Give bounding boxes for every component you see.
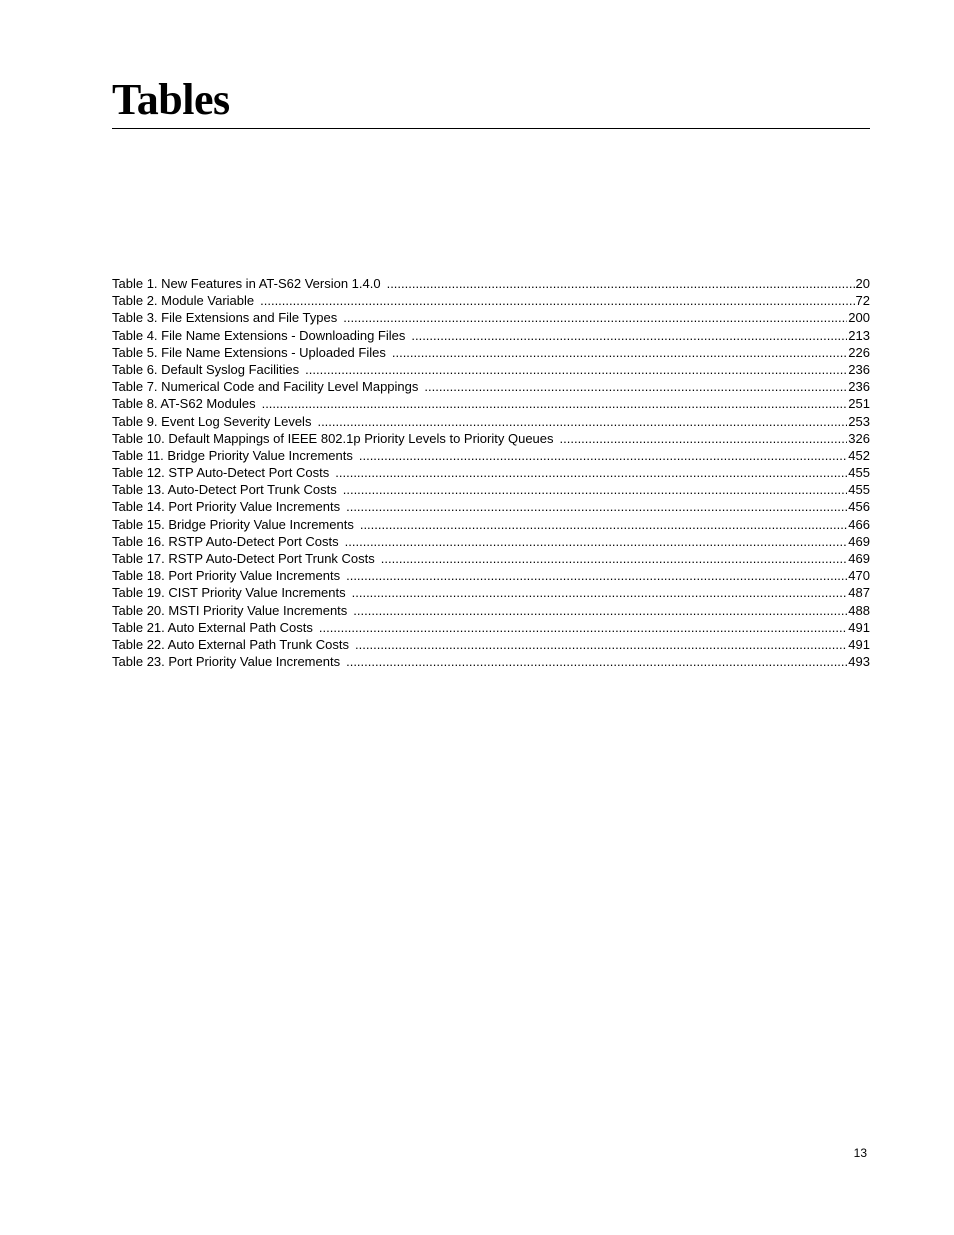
toc-entry-label: Table 4. File Name Extensions - Downloading Files [112,327,406,343]
dot-leader [343,309,847,326]
dot-leader [346,567,847,584]
toc-entry-page: 213 [848,327,870,343]
toc-entry-label: Table 22. Auto External Path Trunk Costs [112,636,350,652]
dot-leader [381,550,848,567]
toc-entry[interactable] [112,619,870,636]
toc-entry-page: 226 [848,344,870,360]
toc-entry[interactable] [112,292,870,309]
toc-entry-page: 236 [848,361,870,377]
toc-entry-label: Table 14. Port Priority Value Increments [112,499,341,515]
toc-entry[interactable] [112,327,870,344]
dot-leader [352,584,848,601]
toc-entry[interactable] [112,481,870,498]
toc-entry-label: Table 3. File Extensions and File Types [112,310,338,326]
toc-entry-label: Table 6. Default Syslog Facilities [112,361,300,377]
toc-entry[interactable] [112,447,870,464]
toc-entry-page: 491 [848,619,870,635]
toc-entry-page: 455 [848,482,870,498]
title-rule [112,128,870,129]
toc-entry-page: 236 [848,379,870,395]
toc-entry-page: 470 [848,568,870,584]
toc-entry[interactable] [112,275,870,292]
dot-leader [355,636,847,653]
dot-leader [343,481,848,498]
toc-entry-label: Table 20. MSTI Priority Value Increments [112,602,348,618]
dot-leader [392,344,847,361]
toc-entry-page: 326 [848,430,870,446]
dot-leader [560,430,848,447]
toc-entry[interactable] [112,361,870,378]
dot-leader [345,533,848,550]
dot-leader [424,378,847,395]
toc-entry[interactable] [112,584,870,601]
toc-entry[interactable] [112,567,870,584]
toc-entry-label: Table 8. AT-S62 Modules [112,396,256,412]
toc-entry-label: Table 11. Bridge Priority Value Increments [112,447,353,463]
toc-entry-page: 469 [848,551,870,566]
toc-entry[interactable] [112,413,870,430]
toc-entry-label: Table 18. Port Priority Value Increments [112,568,341,584]
toc-entry-label: Table 12. STP Auto-Detect Port Costs [112,465,330,481]
toc-entry-page: 20 [855,276,870,291]
toc-entry-label: Table 19. CIST Priority Value Increments [112,585,346,601]
toc-entry[interactable] [112,464,870,481]
toc-entry[interactable] [112,498,870,515]
table-of-tables [112,275,870,670]
toc-entry-page: 253 [848,413,870,429]
dot-leader [335,464,847,481]
dot-leader [360,516,847,533]
toc-entry-page: 493 [848,654,870,670]
toc-entry-label: Table 1. New Features in AT-S62 Version 1.4.0 [112,276,381,291]
toc-entry-label: Table 7. Numerical Code and Facility Level Mappings [112,379,419,395]
toc-entry[interactable] [112,344,870,361]
toc-entry-page: 469 [848,533,870,549]
toc-entry[interactable] [112,430,870,447]
toc-entry[interactable] [112,653,870,670]
toc-entry-page: 466 [848,516,870,532]
toc-entry[interactable] [112,602,870,619]
dot-leader [262,395,848,412]
toc-entry[interactable] [112,636,870,653]
toc-entry-page: 488 [848,602,870,618]
page-number: 13 [853,1146,867,1160]
toc-entry[interactable] [112,516,870,533]
toc-entry-page: 456 [848,499,870,515]
toc-entry[interactable] [112,550,870,567]
dot-leader [346,653,847,670]
toc-entry[interactable] [112,395,870,412]
toc-entry-page: 455 [848,465,870,481]
toc-entry-label: Table 23. Port Priority Value Increments [112,654,341,670]
dot-leader [359,447,847,464]
dot-leader [305,361,847,378]
toc-entry-label: Table 16. RSTP Auto-Detect Port Costs [112,533,339,549]
toc-entry[interactable] [112,533,870,550]
toc-entry-label: Table 10. Default Mappings of IEEE 802.1p Priority Levels to Priority Queues [112,430,554,446]
dot-leader [346,498,847,515]
toc-entry-page: 487 [848,585,870,601]
dot-leader [353,602,847,619]
toc-entry-label: Table 9. Event Log Severity Levels [112,413,312,429]
toc-entry-label: Table 15. Bridge Priority Value Increments [112,516,354,532]
toc-entry-page: 72 [855,293,870,309]
toc-entry-label: Table 5. File Name Extensions - Uploaded Files [112,344,386,360]
dot-leader [411,327,847,344]
toc-entry-page: 251 [848,396,870,412]
toc-entry[interactable] [112,309,870,326]
toc-entry-label: Table 21. Auto External Path Costs [112,619,313,635]
toc-entry-label: Table 17. RSTP Auto-Detect Port Trunk Costs [112,551,375,566]
toc-entry[interactable] [112,378,870,395]
dot-leader [387,275,855,292]
toc-entry-label: Table 13. Auto-Detect Port Trunk Costs [112,482,337,498]
dot-leader [319,619,847,636]
toc-entry-page: 491 [848,636,870,652]
page-title: Tables [112,75,230,124]
toc-entry-label: Table 2. Module Variable [112,293,255,309]
dot-leader [317,413,847,430]
toc-entry-page: 200 [848,310,870,326]
dot-leader [260,292,854,309]
toc-entry-page: 452 [848,447,870,463]
